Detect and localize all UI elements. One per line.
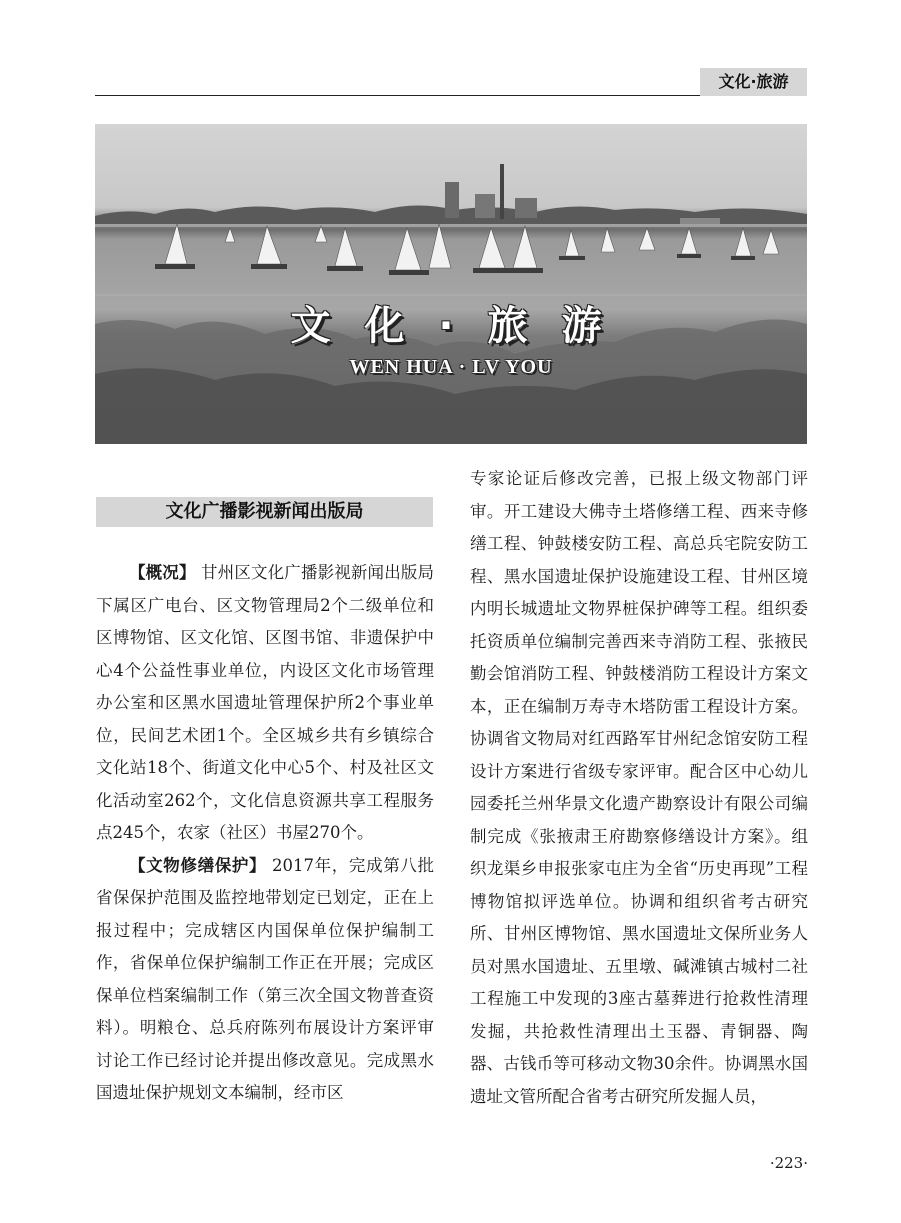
banner-title: 文 化 · 旅 游 [290,303,612,349]
overview-paragraph [96,557,434,850]
banner-photo [95,124,807,444]
department-heading: 文化广播影视新闻出版局 [96,497,433,527]
heritage-tag: 【文物修缮保护】 [129,855,267,875]
page-number: ·223· [769,1154,808,1172]
left-column [96,557,434,1110]
heritage-text: 2017年，完成第八批省保保护范围及监控地带划定已划定，正在上报过程中；完成辖区内国保单位保护编制工作，省保单位保护编制工作正在开展；完成区保单位档案编制工作（第三次全国文物普查资料）。明粮仓、总兵府陈列布展设计方案评审讨论工作已经讨论并提出修改意见。完成黑水国遗址保护规划文本编制，经市区 [96,855,434,1102]
overview-tag: 【概况】 [129,563,196,582]
banner-subtitle: WEN HUA · LV YOU [349,356,553,378]
right-column [470,463,808,1113]
lake-sailboats-illustration [95,124,807,444]
overview-text: 甘州区文化广播影视新闻出版局下属区广电台、区文物管理局2个二级单位和区博物馆、区文化馆、区图书馆、非遗保护中心4个公益性事业单位，内设区文化市场管理办公室和区黑水国遗址管理保护所2个事业单位，民间艺术团1个。全区城乡共有乡镇综合文化站18个、街道文化中心5个、村及社区文化活动室262个，文化信息资源共享工程服务点245个，农家（社区）书屋270个。 [96,563,435,842]
right-column-text: 专家论证后修改完善，已报上级文物部门评审。开工建设大佛寺土塔修缮工程、西来寺修缮工程、钟鼓楼安防工程、高总兵宅院安防工程、黑水国遗址保护设施建设工程、甘州区境内明长城遗址文物界桩保护碑等工程。组织委托资质单位编制完善西来寺消防工程、张掖民勤会馆消防工程、钟鼓楼消防工程设计方案文本，正在编制万寿寺木塔防雷工程设计方案。协调省文物局对红西路军甘州纪念馆安防工程设计方案进行省级专家评审。配合区中心幼儿园委托兰州华景文化遗产勘察设计有限公司编制完成《张掖肃王府勘察修缮设计方案》。组织龙渠乡申报张家屯庄为全省“历史再现”工程博物馆拟评选单位。协调和组织省考古研究所、甘州区博物馆、黑水国遗址文保所业务人员对黑水国遗址、五里墩、碱滩镇古城村二社工程施工中发现的3座古墓葬进行抢救性清理发掘，共抢救性清理出土玉器、青铜器、陶器、古钱币等可移动文物30余件。协调黑水国遗址文管所配合省考古研究所发掘人员， [470,469,808,1106]
heritage-paragraph [96,850,434,1110]
section-tag: 文化·旅游 [700,68,807,96]
